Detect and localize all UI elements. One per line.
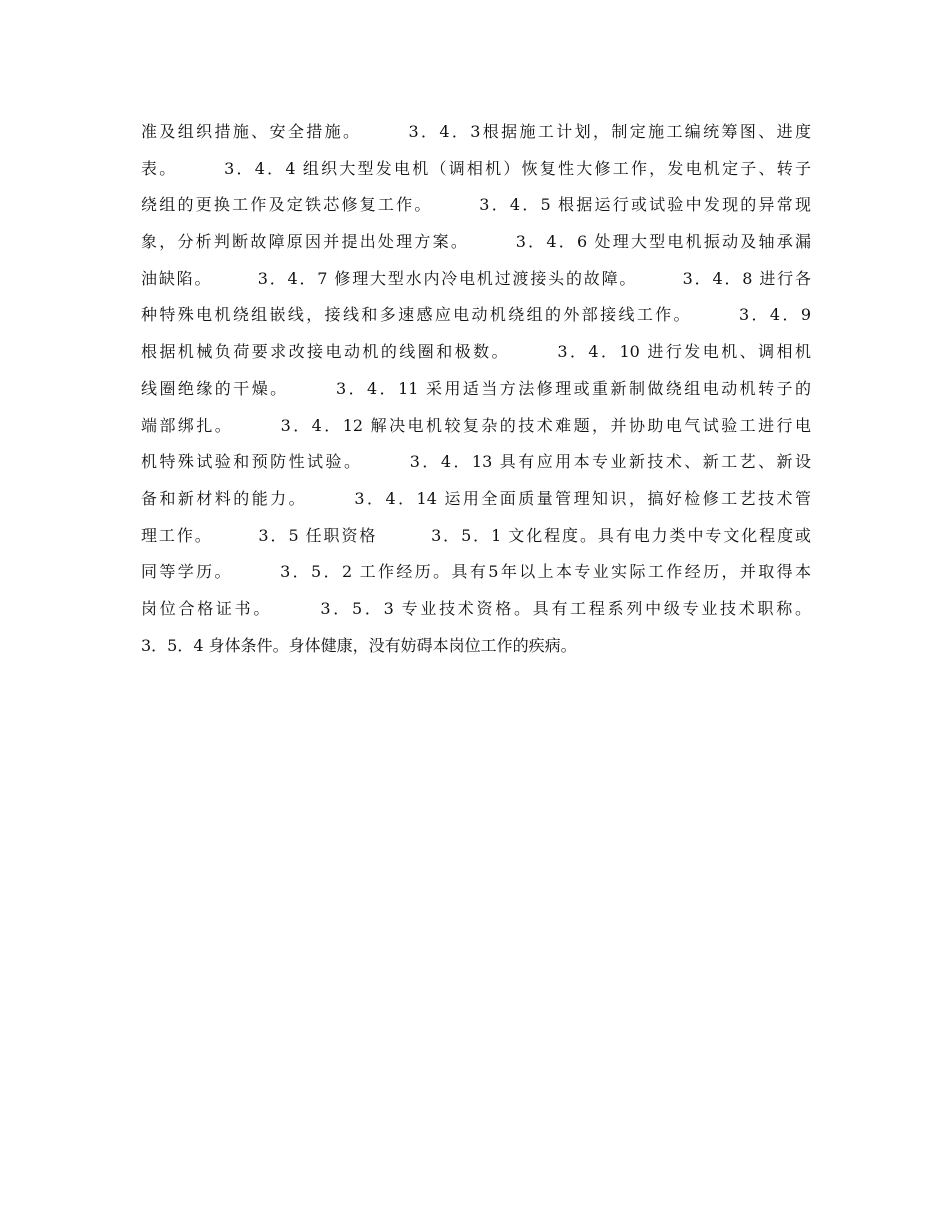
text-line: 根据机械负荷要求改接电动机的线圈和极数。 3．4．10 进行发电机、调相机 [141,342,811,362]
text-line: 表。 3．4．4 组织大型发电机（调相机）恢复性大修工作，发电机定子、转子 [141,158,811,178]
text-line: 端部绑扎。 3．4．12 解决电机较复杂的技术难题，并协助电气试验工进行电 [141,415,811,435]
text-line: 绕组的更换工作及定铁芯修复工作。 3．4．5 根据运行或试验中发现的异常现 [141,195,811,215]
text-line: 线圈绝缘的干燥。 3．4．11 采用适当方法修理或重新制做绕组电动机转子的 [141,378,811,398]
text-line: 同等学历。 3．5．2 工作经历。具有5年以上本专业实际工作经历，并取得本 [141,562,811,582]
text-line: 油缺陷。 3．4．7 修理大型水内冷电机过渡接头的故障。 3．4．8 进行各 [141,268,811,288]
text-line: 机特殊试验和预防性试验。 3．4．13 具有应用本专业新技术、新工艺、新设 [141,452,811,472]
text-line: 3．5．4 身体条件。身体健康，没有妨碍本岗位工作的疾病。 [141,635,577,655]
text-line: 种特殊电机绕组嵌线，接线和多速感应电动机绕组的外部接线工作。 3．4．9 [141,305,811,325]
text-line: 岗位合格证书。 3．5．3 专业技术资格。具有工程系列中级专业技术职称。 [141,598,811,618]
text-line: 备和新材料的能力。 3．4．14 运用全面质量管理知识，搞好检修工艺技术管 [141,488,811,508]
text-line: 象，分析判断故障原因并提出处理方案。 3．4．6 处理大型电机振动及轴承漏 [141,232,811,252]
text-line: 理工作。 3．5 任职资格 3．5．1 文化程度。具有电力类中专文化程度或 [141,525,811,545]
body-text [141,114,811,664]
text-line: 准及组织措施、安全措施。 3．4．3根据施工计划，制定施工编统筹图、进度 [141,122,811,141]
